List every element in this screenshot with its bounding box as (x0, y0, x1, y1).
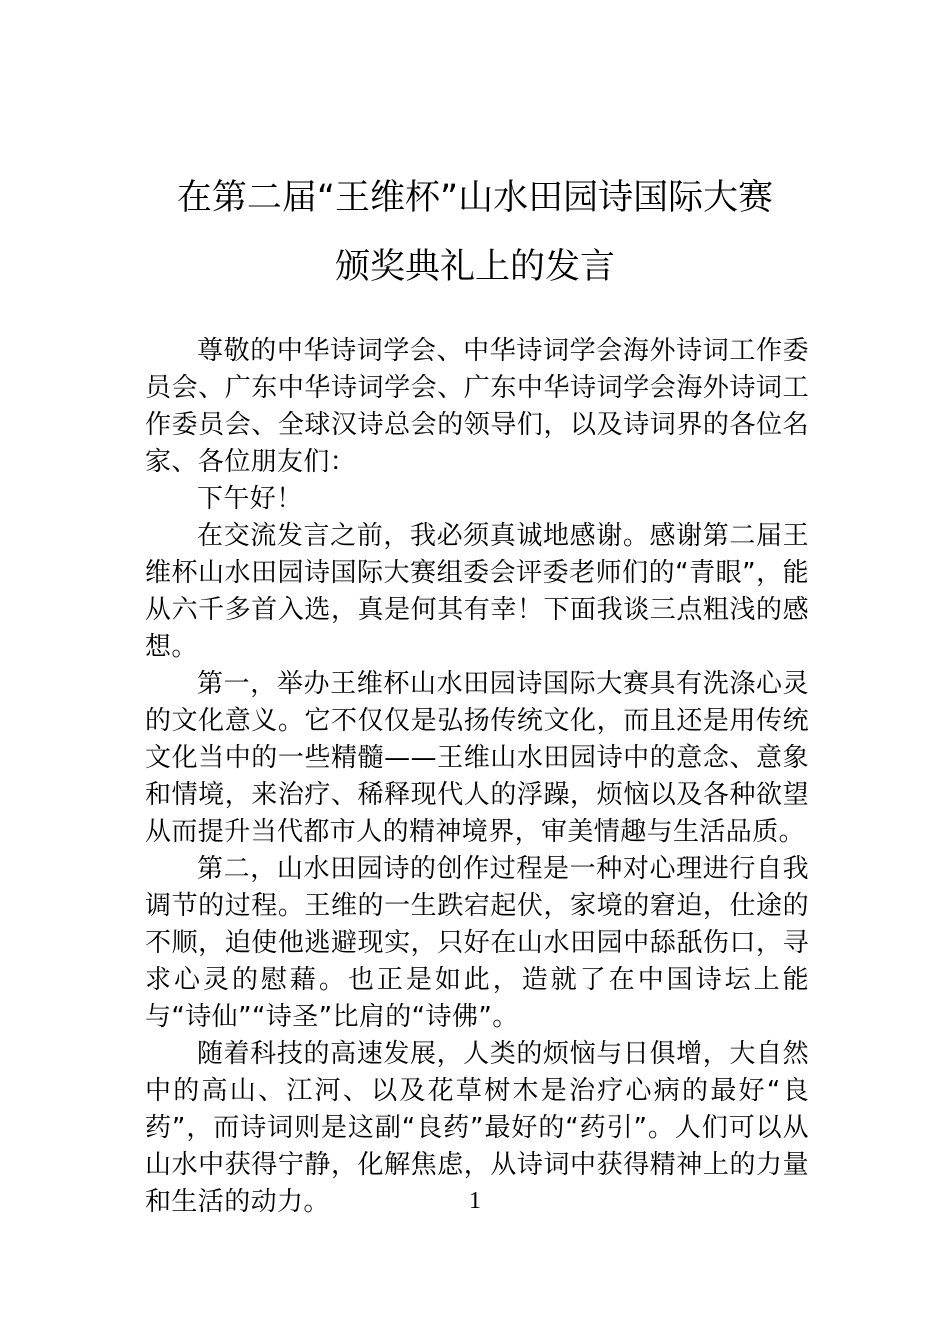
paragraph-thanks: 在交流发言之前，我必须真诚地感谢。感谢第二届王维杯山水田园诗国际大赛组委会评委老师们的“青眼”，能从六千多首入选，真是何其有幸！下面我谈三点粗浅的感想。 (145, 521, 809, 662)
paragraph-point-one: 第一，举办王维杯山水田园诗国际大赛具有洗涤心灵的文化意义。它不仅仅是弘扬传统文化，而且还是用传统文化当中的一些精髓——王维山水田园诗中的意念、意象和情境，来治疗、稀释现代人的浮躁，烦恼以及各种欲望从而提升当代都市人的精神境界，审美情趣与生活品质。 (145, 669, 809, 847)
title-line-1: 在第二届“王维杯”山水田园诗国际大赛 (176, 178, 774, 218)
speech-body (145, 333, 809, 1221)
page-number: 1 (469, 1188, 481, 1214)
paragraph-salutation: 尊敬的中华诗词学会、中华诗词学会海外诗词工作委员会、广东中华诗词学会、广东中华诗词学会海外诗词工作委员会、全球汉诗总会的领导们，以及诗词界的各位名家、各位朋友们： (145, 336, 809, 477)
paragraph-point-two: 第二，山水田园诗的创作过程是一种对心理进行自我调节的过程。王维的一生跌宕起伏，家境的窘迫，仕途的不顺，迫使他逃避现实，只好在山水田园中舔舐伤口，寻求心灵的慰藉。也正是如此，造就了在中国诗坛上能与“诗仙”“诗圣”比肩的“诗佛”。 (145, 854, 809, 1032)
paragraph-greeting: 下午好！ (197, 484, 303, 514)
title-line-2: 颁奖典礼上的发言 (334, 247, 615, 287)
paragraph-technology: 随着科技的高速发展，人类的烦恼与日俱增，大自然中的高山、江河、以及花草树木是治疗心病的最好“良药”，而诗词则是这副“良药”最好的“药引”。人们可以从山水中获得宁静，化解焦虑，从诗词中获得精神上的力量和生活的动力。 (145, 1039, 809, 1217)
